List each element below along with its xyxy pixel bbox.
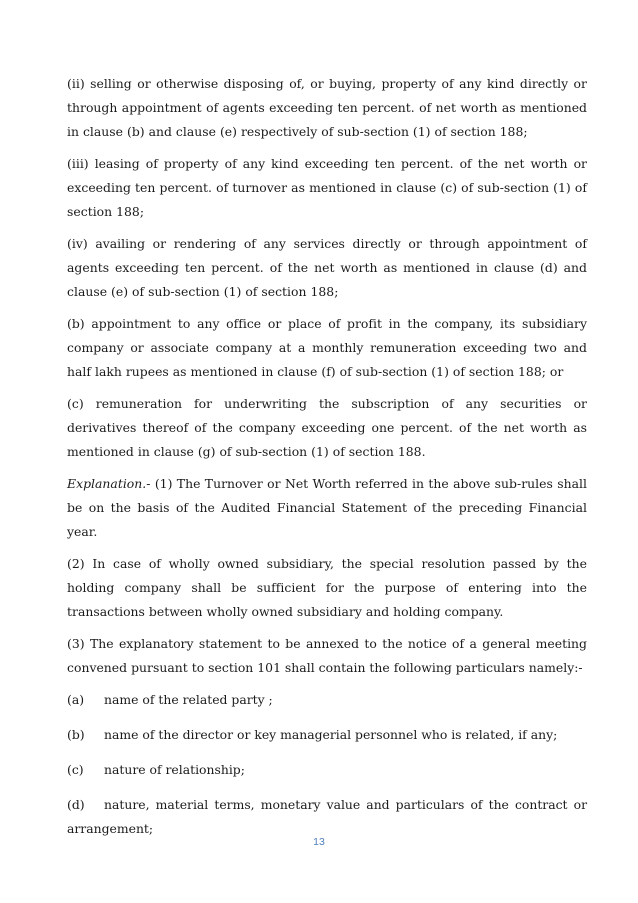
- list-item: [67, 793, 587, 841]
- clause-iv-paragraph: (iv) availing or rendering of any services directly or through appointment of agents exceeding ten percent. of the net worth as mentioned in clause (d) and clause (e) of sub-section (1) of section 188;: [67, 236, 587, 299]
- clause-iii-paragraph: (iii) leasing of property of any kind exceeding ten percent. of the net worth or exceeding ten percent. of turnover as mentioned in clause (c) of sub-section (1) of section 188;: [67, 156, 587, 219]
- list-item-text: name of the director or key managerial personnel who is related, if any;: [104, 727, 558, 742]
- list-item-label: (c): [67, 762, 84, 777]
- explanation-label: Explanation.: [67, 476, 147, 491]
- list-item: [67, 688, 587, 712]
- clause-c-paragraph: (c) remuneration for underwriting the subscription of any securities or derivatives thereof of the company exceeding one percent. of the net worth as mentioned in clause (g) of sub-section (1) of section 188.: [67, 396, 587, 459]
- clause-b-paragraph: (b) appointment to any office or place of profit in the company, its subsidiary company or associate company at a monthly remuneration exceeding two and half lakh rupees as mentioned in clause (f) of sub-section (1) of section 188; or: [67, 316, 587, 379]
- clause-ii-paragraph: (ii) selling or otherwise disposing of, or buying, property of any kind directly or through appointment of agents exceeding ten percent. of net worth as mentioned in clause (b) and clause (e) respectively of sub-section (1) of section 188;: [67, 76, 587, 139]
- explanation-paragraph: [67, 472, 587, 544]
- page-number: 13: [313, 836, 325, 848]
- list-item-text: nature of relationship;: [104, 762, 245, 777]
- list-item-text: name of the related party ;: [104, 692, 273, 707]
- list-item-label: (b): [67, 727, 85, 742]
- explanation-text: - (1) The Turnover or Net Worth referred in the above sub-rules shall be on the basis of the Audited Financial Statement of the preceding Financial year.: [67, 476, 587, 539]
- explanatory-statement-paragraph: (3) The explanatory statement to be annexed to the notice of a general meeting convened pursuant to section 101 shall contain the following particulars namely:-: [67, 636, 587, 675]
- list-item-label: (a): [67, 692, 85, 707]
- list-item-text: nature, material terms, monetary value and particulars of the contract or arrangement;: [67, 797, 587, 836]
- list-item: [67, 758, 587, 782]
- wholly-owned-subsidiary-paragraph: (2) In case of wholly owned subsidiary, the special resolution passed by the holding company shall be sufficient for the purpose of entering into the transactions between wholly owned subsidiary and holding company.: [67, 556, 587, 619]
- document-body: [67, 72, 587, 849]
- list-item-label: (d): [67, 797, 85, 812]
- list-item: [67, 723, 587, 747]
